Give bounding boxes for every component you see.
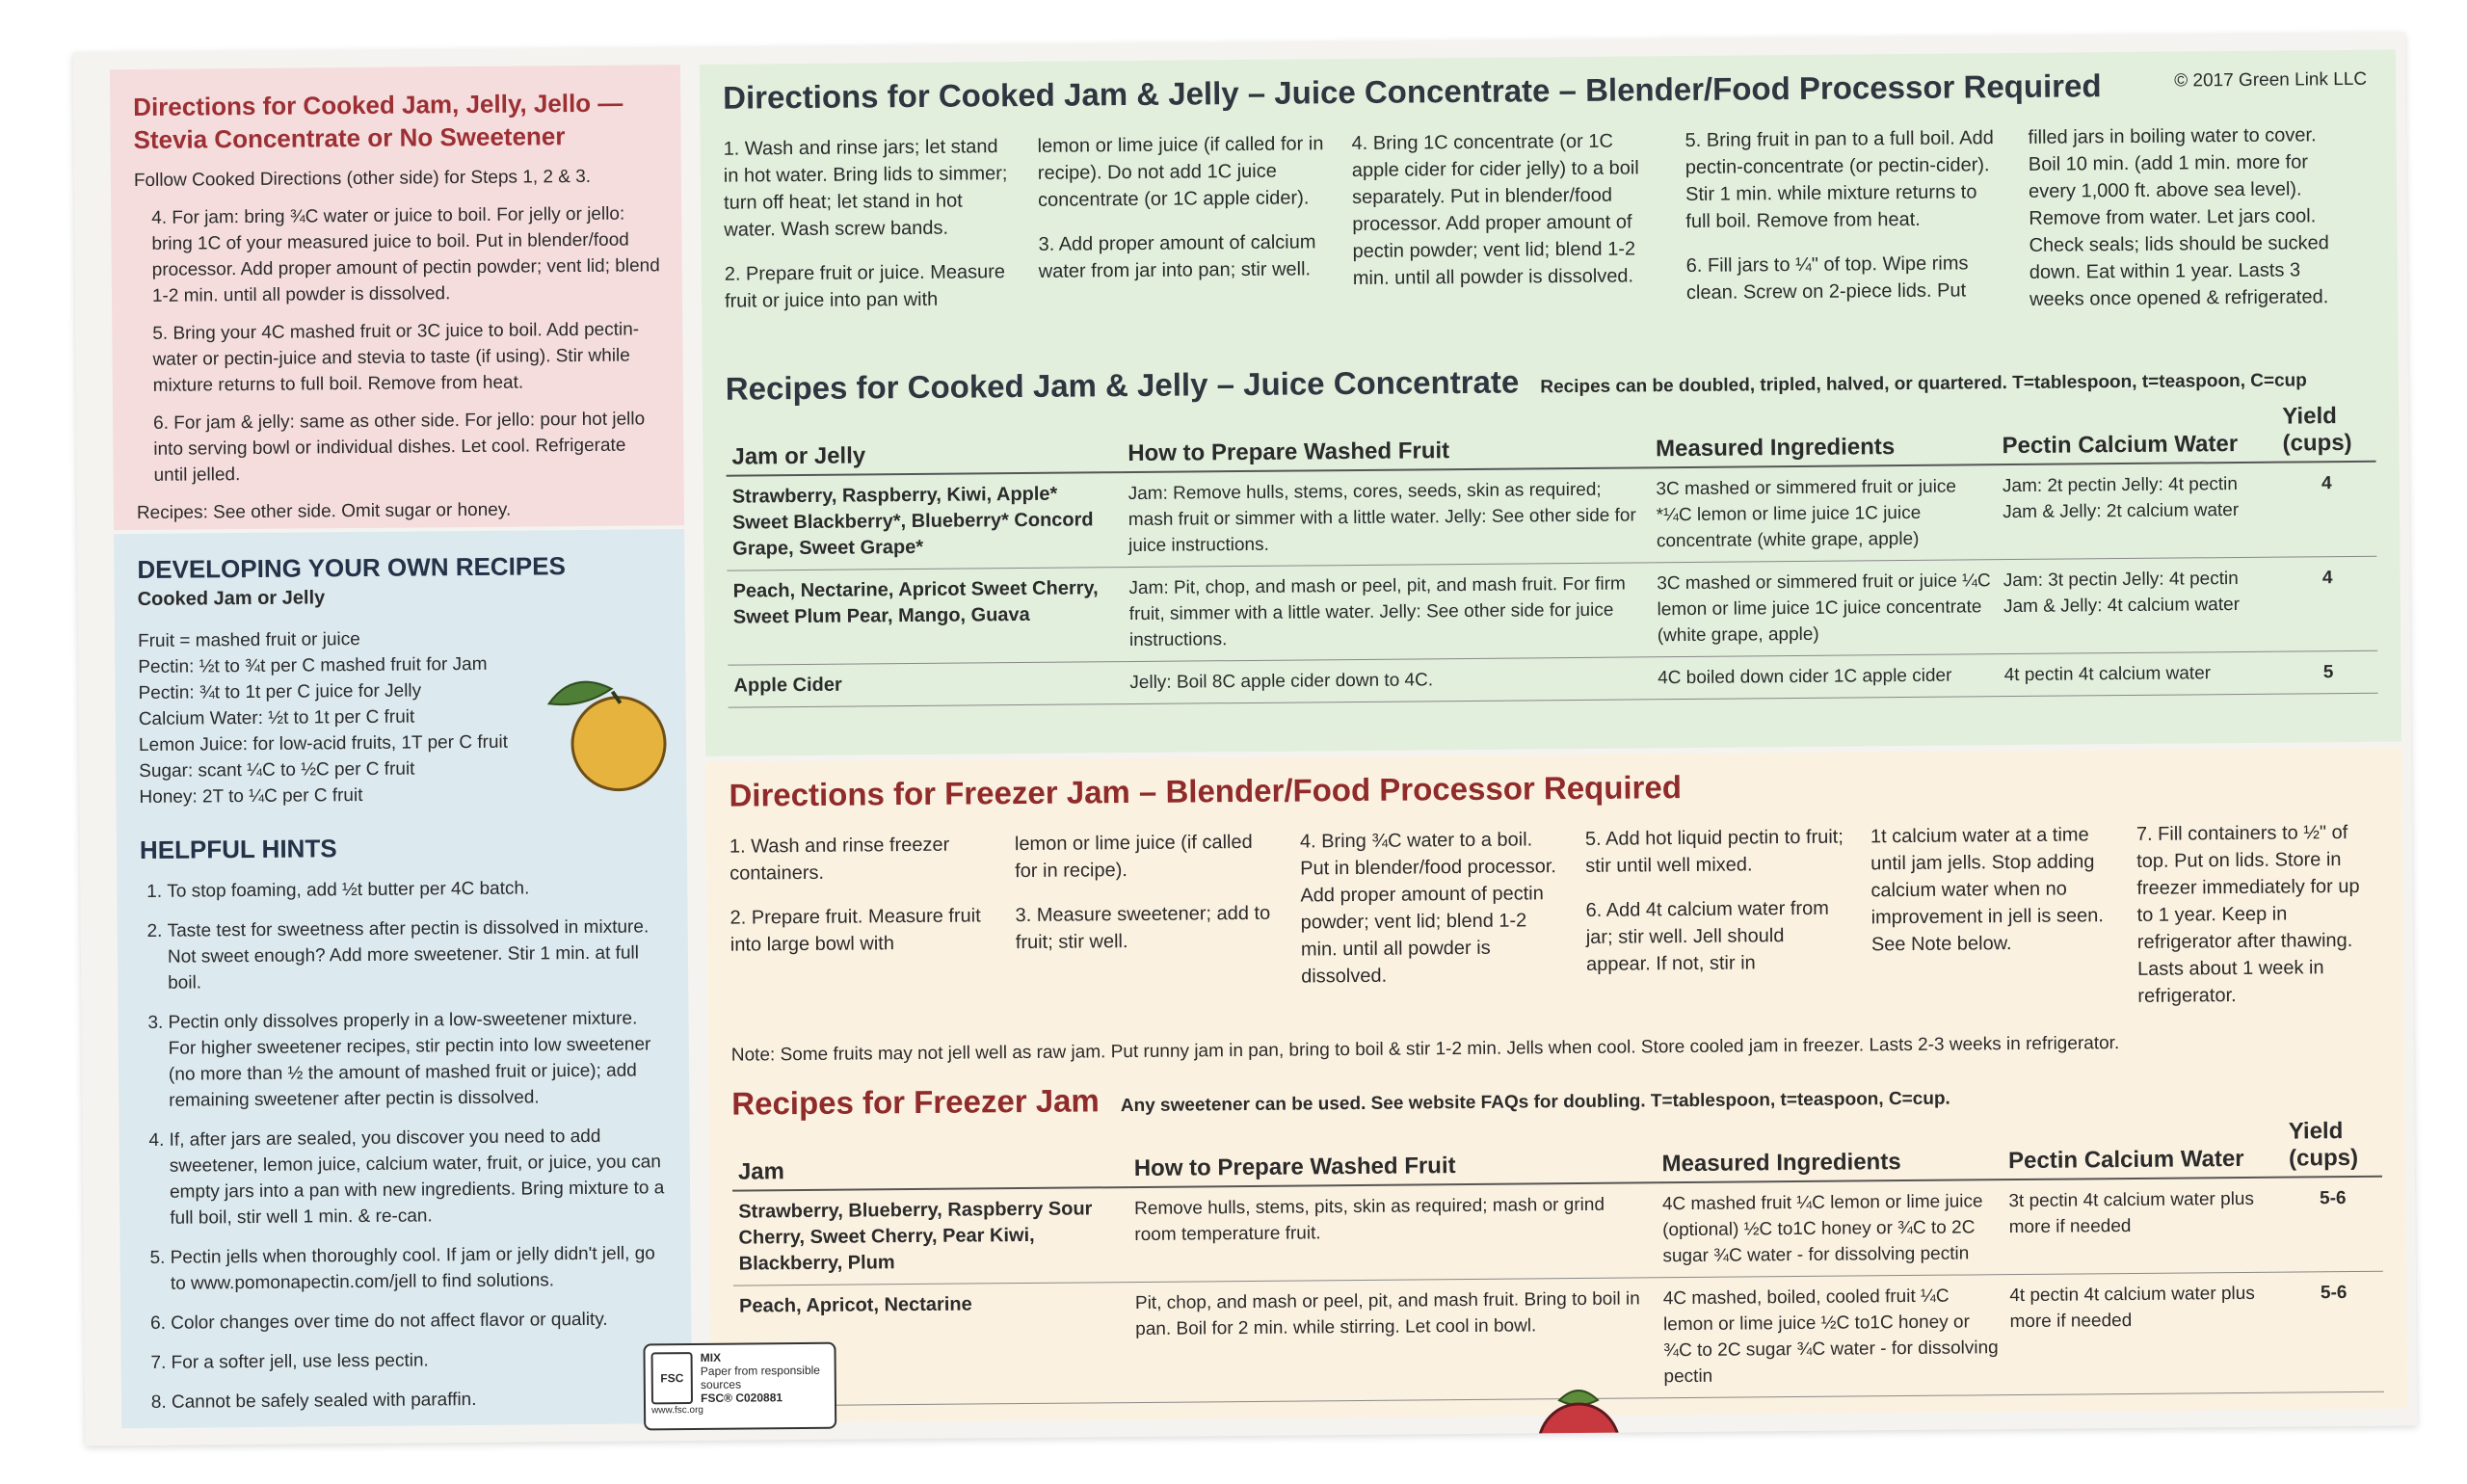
stevia-recipes-note: Recipes: See other side. Omit sugar or honey.: [136, 499, 512, 524]
table-cell: 3C mashed or simmered fruit or juice ¼C lemon or lime juice 1C juice concentrate (white grape, apple): [1651, 560, 1998, 657]
step-text: 3. Measure sweetener; add to fruit; stir well.: [1015, 902, 1271, 954]
ratio-line: Lemon Juice: for low-acid fruits, 1T per C fruit: [138, 731, 509, 756]
hint-item: 8. Cannot be safely sealed with paraffin.: [172, 1385, 671, 1416]
fsc-tree-logo-icon: FSC: [651, 1352, 694, 1404]
table-cell: 3C mashed or simmered fruit or juice *¼C lemon or lime juice 1C juice concentrate (white grape, apple): [1650, 464, 1997, 563]
developing-recipes-panel: [114, 529, 692, 1428]
column-header: Measured Ingredients: [1650, 402, 1997, 467]
stevia-step-5: 5. Bring your 4C mashed fruit or 3C juice to boil. Add pectin-water or pectin-juice and stevia to taste (if using). Stir while mixture returns to full boil. Remove from heat.: [152, 319, 640, 396]
table-cell: 4: [2278, 556, 2378, 651]
table-row: [727, 462, 2377, 570]
freezer-steps: [729, 819, 2381, 1040]
freezer-note: Note: Some fruits may not jell well as raw jam. Put runny jam in pan, bring to boil & stir 1-2 min. Jells when cool. Store cooled jam in freezer. Lasts 2-3 weeks in refrigerator.: [730, 1033, 2120, 1066]
table-cell: 4t pectin 4t calcium water: [1998, 651, 2278, 697]
stevia-directions-title: Directions for Cooked Jam, Jelly, Jello — Stevia Concentrate or No Sweetener: [133, 88, 623, 155]
table-cell: 5-6: [2283, 1177, 2383, 1272]
column-header: How to Prepare Washed Fruit: [1122, 405, 1650, 472]
stevia-directions-panel: [110, 65, 684, 530]
step-column: [729, 831, 992, 1039]
step-text: 4. Bring 1C concentrate (or 1C apple cider for cider jelly) to a boil separately. Put in blender/food processor. Add proper amount of pectin powder; vent lid; blend 1-2 min. until all powder is dissolved.: [1351, 130, 1639, 290]
column-header: Measured Ingredients: [1656, 1117, 2003, 1182]
copyright: © 2017 Green Link LLC: [2174, 68, 2368, 92]
ratio-line: Sugar: scant ¼C to ½C per C fruit: [139, 758, 415, 782]
step-text: lemon or lime juice (if called for in recipe). Do not add 1C juice concentrate (or 1C apple cider).: [1037, 133, 1324, 211]
column-header: Pectin Calcium Water: [1996, 400, 2277, 465]
hint-item: 1. To stop foaming, add ½t butter per 4C batch.: [167, 874, 666, 905]
fsc-line1: Paper from responsible sources: [700, 1363, 821, 1391]
raspberry-icon: [1521, 1380, 1637, 1445]
step-column: [1015, 829, 1277, 1037]
hints-list: [140, 874, 671, 1416]
step-column: [1684, 124, 2004, 333]
step-text: 3. Add proper amount of calcium water from jar into pan; stir well.: [1038, 231, 1316, 282]
ratio-line: Calcium Water: ½t to 1t per C fruit: [138, 706, 415, 730]
table-row: [732, 1177, 2383, 1285]
cooked-steps: [724, 121, 2375, 342]
step-text: 1t calcium water at a time until jam jells. Stop adding calcium water when no improvement in jell is seen. See Note below.: [1870, 824, 2104, 956]
cooked-recipes-title: Recipes for Cooked Jam & Jelly – Juice Concentrate: [725, 363, 1520, 407]
step-text: 5. Bring fruit in pan to a full boil. Add pectin-concentrate (or pectin-cider). Stir 1 min. while mixture returns to full boil. Remove from heat.: [1684, 127, 1994, 232]
table-cell: Peach, Apricot, Nectarine: [733, 1283, 1130, 1407]
step-column: [1038, 130, 1329, 339]
step-text: 7. Fill containers to ½" of top. Put on lids. Store in freezer immediately for up to 1 year. Keep in refrigerator after thawing. Lasts about 1 week in refrigerator.: [2135, 822, 2360, 1007]
developing-title: DEVELOPING YOUR OWN RECIPES: [137, 551, 567, 585]
fsc-url: www.fsc.org: [651, 1404, 704, 1417]
fsc-code: FSC® C020881: [701, 1391, 783, 1405]
step-text: lemon or lime juice (if called for in recipe).: [1014, 831, 1253, 883]
step-column: [724, 133, 1015, 342]
cooked-recipes-note: Recipes can be doubled, tripled, halved, or quartered. T=tablespoon, t=teaspoon, C=cup: [1540, 370, 2307, 398]
hint-item: 4. If, after jars are sealed, you discover you need to add sweetener, lemon juice, calcium water, fruit, or juice, you can empty jars into a pan with new ingredients. Bring mixture to a full boil, stir well 1 min. & re-can.: [169, 1123, 669, 1232]
step-text: 5. Add hot liquid pectin to fruit; stir until well mixed.: [1584, 826, 1844, 877]
freezer-recipes-note: Any sweetener can be used. See website FAQs for doubling. T=tablespoon, t=teaspoon, C=cup.: [1120, 1088, 1950, 1117]
orange-fruit-icon: [529, 654, 675, 800]
table-cell: Pit, chop, and mash or peel, pit, and mash fruit. Bring to boil in pan. Boil for 2 min. while stirring. Let cool in bowl.: [1129, 1278, 1658, 1403]
pectin-instruction-sheet: [73, 32, 2418, 1445]
step-column: [1585, 824, 1847, 1032]
step-text: filled jars in boiling water to cover. Boil 10 min. (add 1 min. more for every 1,000 ft. above sea level). Remove from water. Let jars cool. Check seals; lids should be sucked down. Eat within 1 year. Lasts 3 weeks once opened & refrigerated.: [2028, 124, 2329, 310]
cooked-directions-title: Directions for Cooked Jam & Jelly – Juice Concentrate – Blender/Food Processor Required: [723, 67, 2102, 116]
freezer-recipes-title: Recipes for Freezer Jam: [731, 1082, 1100, 1122]
stevia-intro: Follow Cooked Directions (other side) for Steps 1, 2 & 3.: [133, 166, 592, 192]
hint-item: 5. Pectin jells when thoroughly cool. If jam or jelly didn't jell, go to www.pomonapectin.com/jell to find solutions.: [171, 1240, 670, 1297]
hint-item: 2. Taste test for sweetness after pectin is dissolved in mixture. Not sweet enough? Add more sweetener. Stir 1 min. at full boil.: [168, 914, 668, 996]
hint-item: 7. For a softer jell, use less pectin.: [171, 1345, 670, 1376]
table-cell: 4C boiled down cider 1C apple cider: [1652, 654, 1999, 700]
step-column: [1870, 821, 2113, 1029]
column-header: Pectin Calcium Water: [2003, 1115, 2284, 1180]
cooked-recipes-table: [726, 399, 2378, 708]
column-header: Jam or Jelly: [726, 410, 1122, 476]
step-text: 2. Prepare fruit or juice. Measure fruit or juice into pan with: [724, 261, 1006, 312]
table-cell: Jam: 3t pectin Jelly: 4t pectin Jam & Jelly: 4t calcium water: [1998, 557, 2279, 654]
table-cell: 5-6: [2284, 1271, 2384, 1392]
step-text: 1. Wash and rinse jars; let stand in hot water. Bring lids to simmer; turn off heat; let stand in hot water. Wash screw bands.: [723, 136, 1008, 241]
step-column: [1351, 127, 1661, 336]
table-row: [727, 556, 2377, 665]
column-header: Jam: [732, 1125, 1128, 1191]
table-cell: Strawberry, Blueberry, Raspberry Sour Cherry, Sweet Cherry, Pear Kiwi, Blackberry, Plum: [732, 1187, 1129, 1285]
ratio-line: Fruit = mashed fruit or juice: [137, 629, 360, 652]
table-cell: 5: [2278, 650, 2377, 694]
stevia-step-4: 4. For jam: bring ¾C water or juice to boil. For jelly or jello: bring 1C of your measured juice to boil. Put in blender/food processor. Add proper amount of pectin powder; vent lid; blend 1-2 min. until all powder is dissolved.: [151, 203, 660, 306]
hint-item: 3. Pectin only dissolves properly in a low-sweetener mixture. For higher sweetener recipes, stir pectin into low sweetener (no more than ½ the amount of mashed fruit or juice); add remaining sweetener after pectin is dissolved.: [168, 1005, 668, 1114]
table-cell: Jam: Pit, chop, and mash or peel, pit, and mash fruit. For firm fruit, simmer with a little water. Jelly: See other side for juice instructions.: [1123, 563, 1652, 662]
step-text: 4. Bring ¾C water to a boil. Put in blender/food processor. Add proper amount of pectin powder; vent lid; blend 1-2 min. until all powder is dissolved.: [1299, 829, 1556, 988]
cooked-concentrate-panel: [700, 50, 2401, 756]
freezer-directions-title: Directions for Freezer Jam – Blender/Food Processor Required: [729, 769, 1683, 813]
table-cell: Remove hulls, stems, pits, skin as required; mash or grind room temperature fruit.: [1128, 1182, 1658, 1282]
table-cell: Apple Cider: [728, 662, 1124, 708]
table-cell: Peach, Nectarine, Apricot Sweet Cherry, Sweet Plum Pear, Mango, Guava: [727, 568, 1124, 666]
column-header: Yield (cups): [2283, 1114, 2382, 1178]
column-header: How to Prepare Washed Fruit: [1127, 1120, 1656, 1187]
table-cell: 3t pectin 4t calcium water plus more if needed: [2003, 1178, 2284, 1275]
ratio-line: Pectin: ½t to ¾t per C mashed fruit for Jam: [138, 653, 488, 678]
ratio-line: Honey: 2T to ¼C per C fruit: [139, 784, 363, 808]
hint-item: 6. Color changes over time do not affect flavor or quality.: [171, 1306, 670, 1337]
table-cell: Jam: Remove hulls, stems, cores, seeds, skin as required; mash fruit or simmer with a little water. Jelly: See other side for juice instructions.: [1122, 467, 1651, 567]
step-text: 6. Fill jars to ¼" of top. Wipe rims clean. Screw on 2-piece lids. Put: [1685, 252, 1969, 304]
developing-subtitle: Cooked Jam or Jelly: [137, 587, 326, 611]
table-cell: 4C mashed, boiled, cooled fruit ¼C lemon or lime juice ½C to1C honey or ¾C to 2C sugar ¾C water - for dissolving pectin: [1658, 1275, 2005, 1398]
fsc-certification-badge: [643, 1342, 836, 1431]
column-header: Yield (cups): [2276, 399, 2375, 463]
table-cell: 4: [2277, 462, 2377, 557]
step-text: 2. Prepare fruit. Measure fruit into large bowl with: [729, 905, 981, 956]
freezer-recipes-table: [732, 1114, 2384, 1407]
freezer-recipes-header: [731, 1072, 2381, 1123]
table-cell: 4t pectin 4t calcium water plus more if needed: [2003, 1272, 2285, 1395]
stevia-step-6: 6. For jam & jelly: same as other side. For jello: pour hot jello into serving bowl or individual dishes. Let cool. Refrigerate until jelled.: [153, 409, 646, 486]
table-cell: Strawberry, Raspberry, Kiwi, Apple* Sweet Blackberry*, Blueberry* Concord Grape, Sweet Grape*: [727, 472, 1124, 570]
step-text: 1. Wash and rinse freezer containers.: [729, 834, 950, 885]
table-cell: Jelly: Boil 8C apple cider down to 4C.: [1124, 657, 1652, 704]
ratio-line: Pectin: ¾t to 1t per C juice for Jelly: [138, 680, 422, 704]
hints-title: HELPFUL HINTS: [139, 834, 337, 865]
cooked-recipes-header: [726, 357, 2375, 408]
table-cell: 4C mashed fruit ¼C lemon or lime juice (optional) ½C to1C honey or ¾C to 2C sugar ¾C water - for dissolving pectin: [1657, 1179, 2003, 1278]
freezer-jam-panel: [705, 748, 2407, 1423]
fsc-mix: MIX: [700, 1350, 722, 1365]
table-cell: Jam: 2t pectin Jelly: 4t pectin Jam & Jelly: 2t calcium water: [1997, 463, 2278, 560]
step-column: [2136, 819, 2379, 1027]
step-text: 6. Add 4t calcium water from jar; stir well. Jell should appear. If not, stir in: [1585, 897, 1829, 975]
step-column: [2028, 121, 2348, 331]
step-column: [1300, 826, 1562, 1034]
